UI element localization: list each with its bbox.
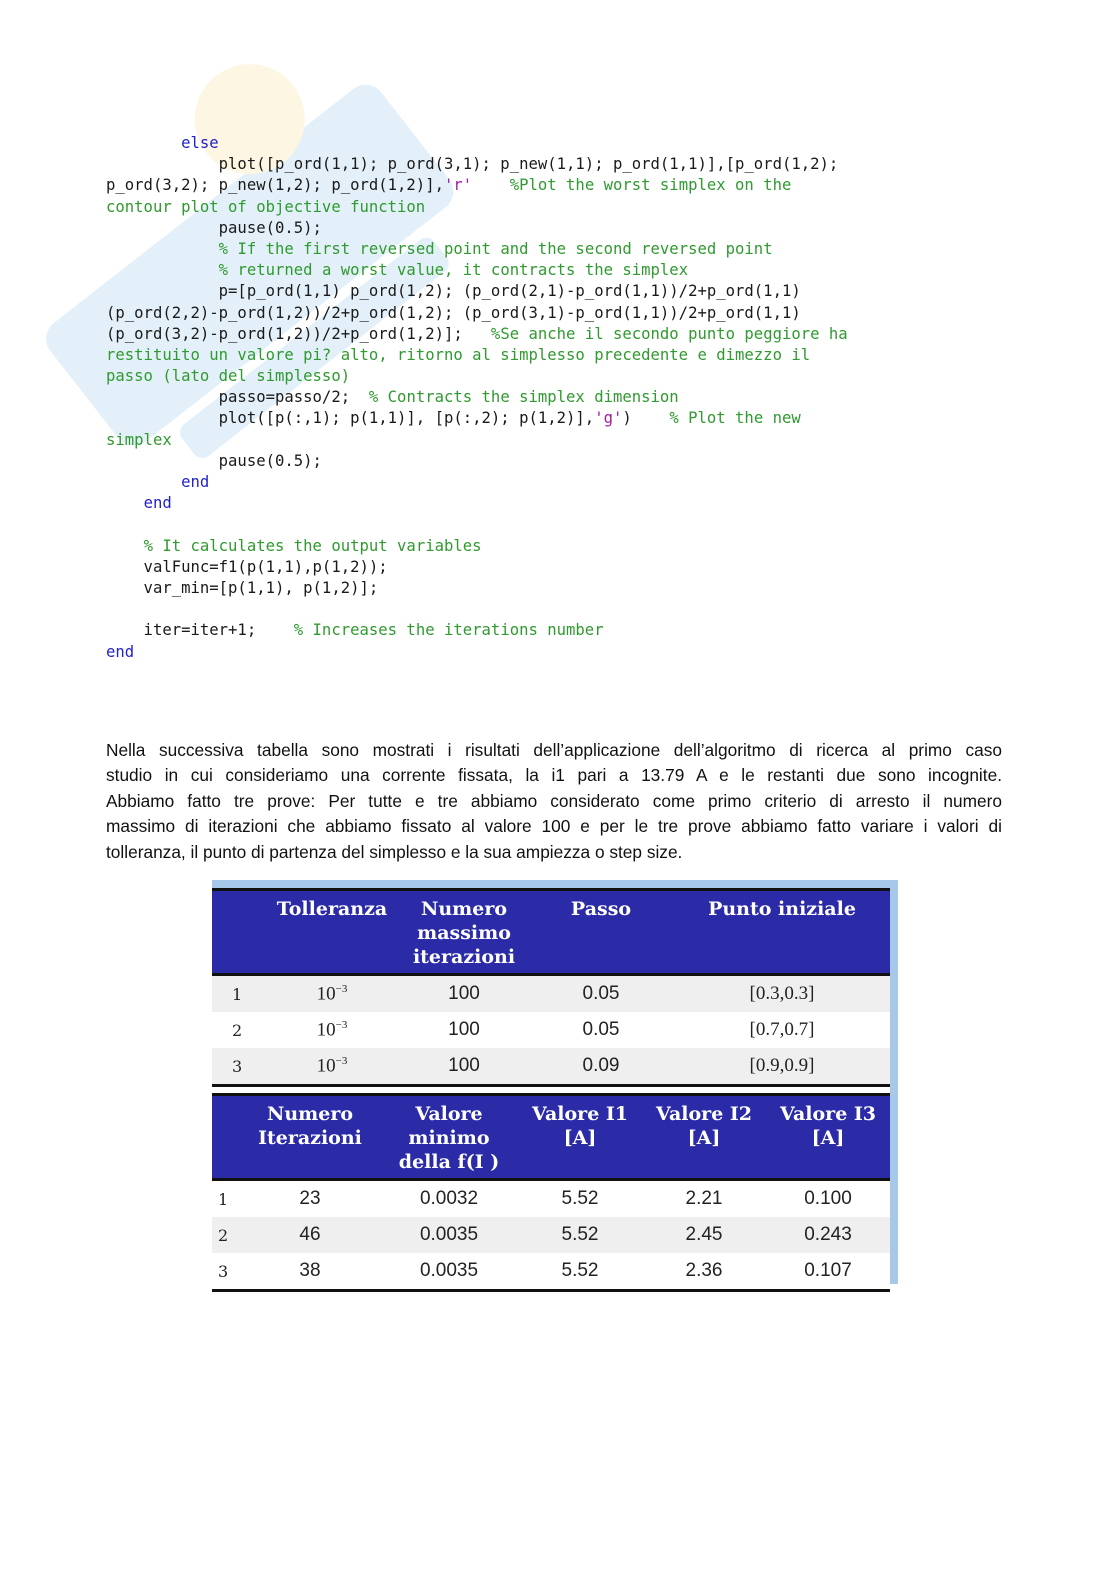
description-paragraph [106, 738, 1002, 865]
table1-header-index [212, 890, 264, 975]
table2-header-i3: Valore I3 [A] [766, 1095, 890, 1180]
code-line: end [181, 473, 210, 491]
table-row: 2 $10^{-3}$ 100 0.05 [0.7,0.7] [212, 1012, 890, 1048]
results-table-image [212, 880, 898, 1284]
paragraph-line: Abbiamo fatto tre prove: Per tutte e tre abbiamo considerato come primo criterio di arresto il numero [106, 790, 1002, 811]
table-row: 3 38 0.0035 5.52 2.36 0.107 [212, 1253, 890, 1291]
code-line: pause(0.5); [106, 218, 322, 237]
table2-header-iterations: Numero Iterazioni [240, 1095, 380, 1180]
table2-header-i1: Valore I1 [A] [518, 1095, 642, 1180]
code-line: passo=passo/2; % Contracts the simplex dimension [106, 388, 679, 407]
paragraph-line: Nella successiva tabella sono mostrati i risultati dell’applicazione dell’algoritmo di ricerca al primo caso [106, 740, 1002, 760]
code-line: plot([p_ord(1,1); p_ord(3,1); p_new(1,1); p_ord(1,1)],[p_ord(1,2); [106, 155, 839, 174]
code-line: end [143, 494, 172, 513]
code-line: contour plot of objective function [106, 197, 426, 216]
paragraph-line: studio in cui consideriamo una corrente fissata, la i1 pari a 13.79 A e le restanti due sono incognite. [106, 765, 1002, 786]
code-line: % returned a worst value, it contracts the simplex [218, 261, 689, 280]
parameters-table [212, 888, 890, 1087]
code-line: restituito un valore pi? alto, ritorno al simplesso precedente e dimezzo il [106, 345, 811, 364]
code-line [106, 599, 1066, 620]
results-table [212, 1093, 890, 1292]
table1-header-tolerance: Tolleranza [264, 890, 400, 975]
table1-header-max-iterations: Numero massimo iterazioni [400, 890, 528, 975]
code-line: var_min=[p(1,1), p(1,2)]; [106, 578, 379, 597]
code-line: valFunc=f1(p(1,1),p(1,2)); [106, 557, 388, 576]
code-line: plot([p(:,1); p(1,1)], [p(:,2); p(1,2)],'g') % Plot the new [106, 409, 801, 428]
code-line: (p_ord(2,2)-p_ord(1,2))/2+p_ord(1,2); (p_ord(3,1)-p_ord(1,1))/2+p_ord(1,1) [106, 303, 801, 322]
code-line: iter=iter+1; % Increases the iterations number [106, 621, 604, 640]
code-line: simplex [106, 430, 172, 449]
table1-header-start-point: Punto iniziale [674, 890, 890, 975]
code-line: pause(0.5); [106, 451, 322, 470]
code-line: % If the first reversed point and the second reversed point [218, 239, 773, 258]
table2-header-min-value: Valore minimo della f(I ) [380, 1095, 518, 1180]
paragraph-line: massimo di iterazioni che abbiamo fissato al valore 100 e per le tre prove abbiamo fatto variare i valori di [106, 816, 1002, 837]
table2-header-i2: Valore I2 [A] [642, 1095, 766, 1180]
table-row: 1 $10^{-3}$ 100 0.05 [0.3,0.3] [212, 975, 890, 1013]
code-line: passo (lato del simplesso) [106, 367, 351, 386]
code-listing [106, 133, 1066, 663]
table-row: 3 $10^{-3}$ 100 0.09 [0.9,0.9] [212, 1048, 890, 1086]
paragraph-line: tolleranza, il punto di partenza del simplesso e la sua ampiezza o step size. [106, 841, 683, 862]
code-line: p_ord(3,2); p_new(1,2); p_ord(1,2)],'r' %Plot the worst simplex on the [106, 176, 792, 195]
table-row: 2 46 0.0035 5.52 2.45 0.243 [212, 1217, 890, 1253]
code-line: else [181, 134, 219, 152]
code-line: % It calculates the output variables [143, 536, 482, 555]
code-line [106, 514, 1066, 535]
code-line: end [106, 642, 135, 661]
table2-header-index [212, 1095, 240, 1180]
table1-header-step: Passo [528, 890, 674, 975]
code-line: (p_ord(3,2)-p_ord(1,2))/2+p_ord(1,2)]; %Se anche il secondo punto peggiore ha [106, 324, 848, 343]
code-line: p=[p_ord(1,1) p_ord(1,2); (p_ord(2,1)-p_ord(1,1))/2+p_ord(1,1) [106, 282, 801, 301]
table-row: 1 23 0.0032 5.52 2.21 0.100 [212, 1180, 890, 1218]
